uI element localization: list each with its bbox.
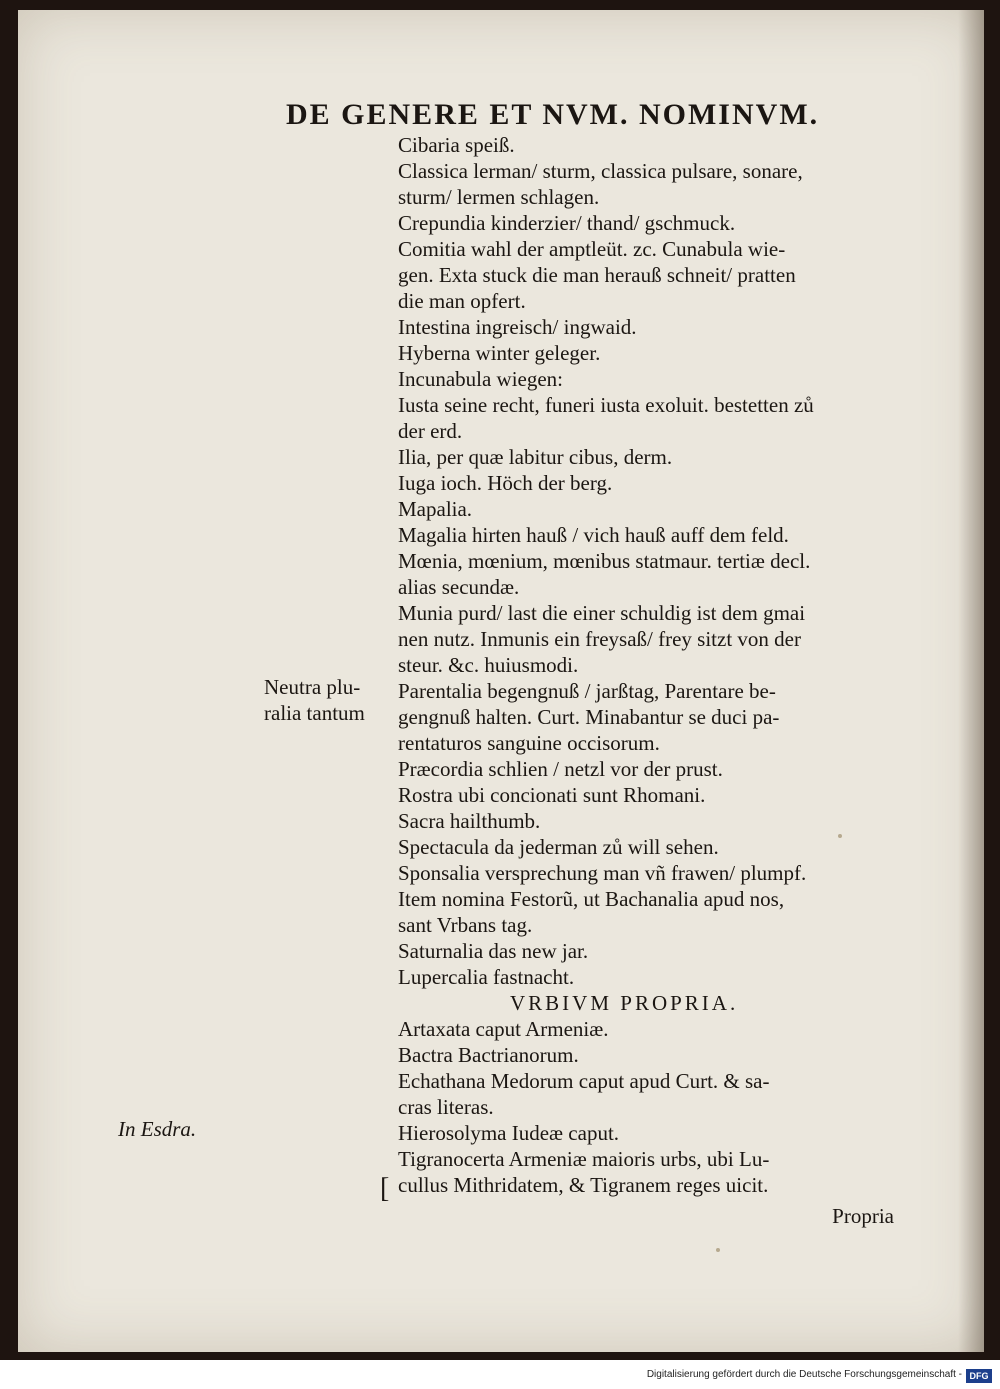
text-line: Item nomina Festorũ, ut Bachanalia apud nos,	[398, 887, 785, 911]
text-line: Sponsalia versprechung man vñ frawen/ plumpf.	[398, 861, 807, 885]
running-head: DE GENERE ET NVM. NOMINVM.	[286, 98, 820, 131]
text-line: Incunabula wiegen:	[398, 367, 564, 391]
text-line: Hyberna winter geleger.	[398, 341, 601, 365]
paper-spot	[838, 834, 842, 838]
text-line: Intestina ingreisch/ ingwaid.	[398, 315, 637, 339]
text-line: Ilia, per quæ labitur cibus, derm.	[398, 445, 673, 469]
text-line: Comitia wahl der amptleüt. zc. Cunabula wie-	[398, 237, 786, 261]
catchword: Propria	[832, 1204, 894, 1228]
margin-note-esdra: In Esdra.	[118, 1117, 197, 1141]
text-line: Magalia hirten hauß / vich hauß auff dem feld.	[398, 523, 789, 547]
margin-note-line: ralia tantum	[264, 701, 365, 725]
text-line: Echathana Medorum caput apud Curt. & sa-	[398, 1069, 770, 1093]
footer-credit: Digitalisierung gefördert durch die Deutsche Forschungsgemeinschaft -	[646, 1369, 962, 1380]
text-line: gen. Exta stuck die man herauß schneit/ pratten	[398, 263, 796, 287]
body-text	[398, 132, 918, 1198]
text-line: gengnuß halten. Curt. Minabantur se duci pa-	[398, 705, 780, 729]
section-heading: VRBIVM PROPRIA.	[510, 991, 739, 1015]
text-line: rentaturos sanguine occisorum.	[398, 731, 660, 755]
text-line: der erd.	[398, 419, 463, 443]
text-line: Rostra ubi concionati sunt Rhomani.	[398, 783, 706, 807]
text-line: alias secundæ.	[398, 575, 520, 599]
text-line: Mœnia, mœnium, mœnibus statmaur. tertiæ decl.	[398, 549, 811, 573]
text-line: Sacra hailthumb.	[398, 809, 541, 833]
text-line: Præcordia schlien / netzl vor der prust.	[398, 757, 723, 781]
text-line: Hierosolyma Iudeæ caput.	[398, 1121, 620, 1145]
text-line: Classica lerman/ sturm, classica pulsare, sonare,	[398, 159, 803, 183]
text-line: Spectacula da jederman zů will sehen.	[398, 835, 719, 859]
text-line: Iusta seine recht, funeri iusta exoluit. bestetten zů	[398, 393, 814, 417]
text-line: steur. &c. huiusmodi.	[398, 653, 579, 677]
margin-note-line: Neutra plu-	[264, 675, 361, 699]
text-line: Crepundia kinderzier/ thand/ gschmuck.	[398, 211, 736, 235]
paper-spot	[716, 1248, 720, 1252]
text-line: die man opfert.	[398, 289, 526, 313]
text-line: Saturnalia das new jar.	[398, 939, 589, 963]
text-line: sant Vrbans tag.	[398, 913, 533, 937]
text-line: Mapalia.	[398, 497, 473, 521]
margin-note-neutra	[264, 674, 365, 726]
text-line: Munia purd/ last die einer schuldig ist dem gmai	[398, 601, 806, 625]
bracket-mark: [	[380, 1173, 390, 1204]
text-line: nen nutz. Inmunis ein freysaß/ frey sitzt von der	[398, 627, 801, 651]
digitization-footer	[0, 1366, 1000, 1389]
text-line: Lupercalia fastnacht.	[398, 965, 575, 989]
text-line: Parentalia begengnuß / jarßtag, Parentare be-	[398, 679, 776, 703]
dfg-logo-icon: DFG	[966, 1369, 992, 1383]
text-line: Artaxata caput Armeniæ.	[398, 1017, 609, 1041]
page-gutter-shade	[958, 10, 984, 1352]
text-line: Iuga ioch. Höch der berg.	[398, 471, 613, 495]
text-line: cras literas.	[398, 1095, 494, 1119]
text-line: cullus Mithridatem, & Tigranem reges uicit.	[398, 1173, 769, 1197]
text-line: sturm/ lermen schlagen.	[398, 185, 600, 209]
text-line: Bactra Bactrianorum.	[398, 1043, 579, 1067]
text-line: Tigranocerta Armeniæ maioris urbs, ubi Lu-	[398, 1147, 770, 1171]
text-line: Cibaria speiß.	[398, 133, 515, 157]
